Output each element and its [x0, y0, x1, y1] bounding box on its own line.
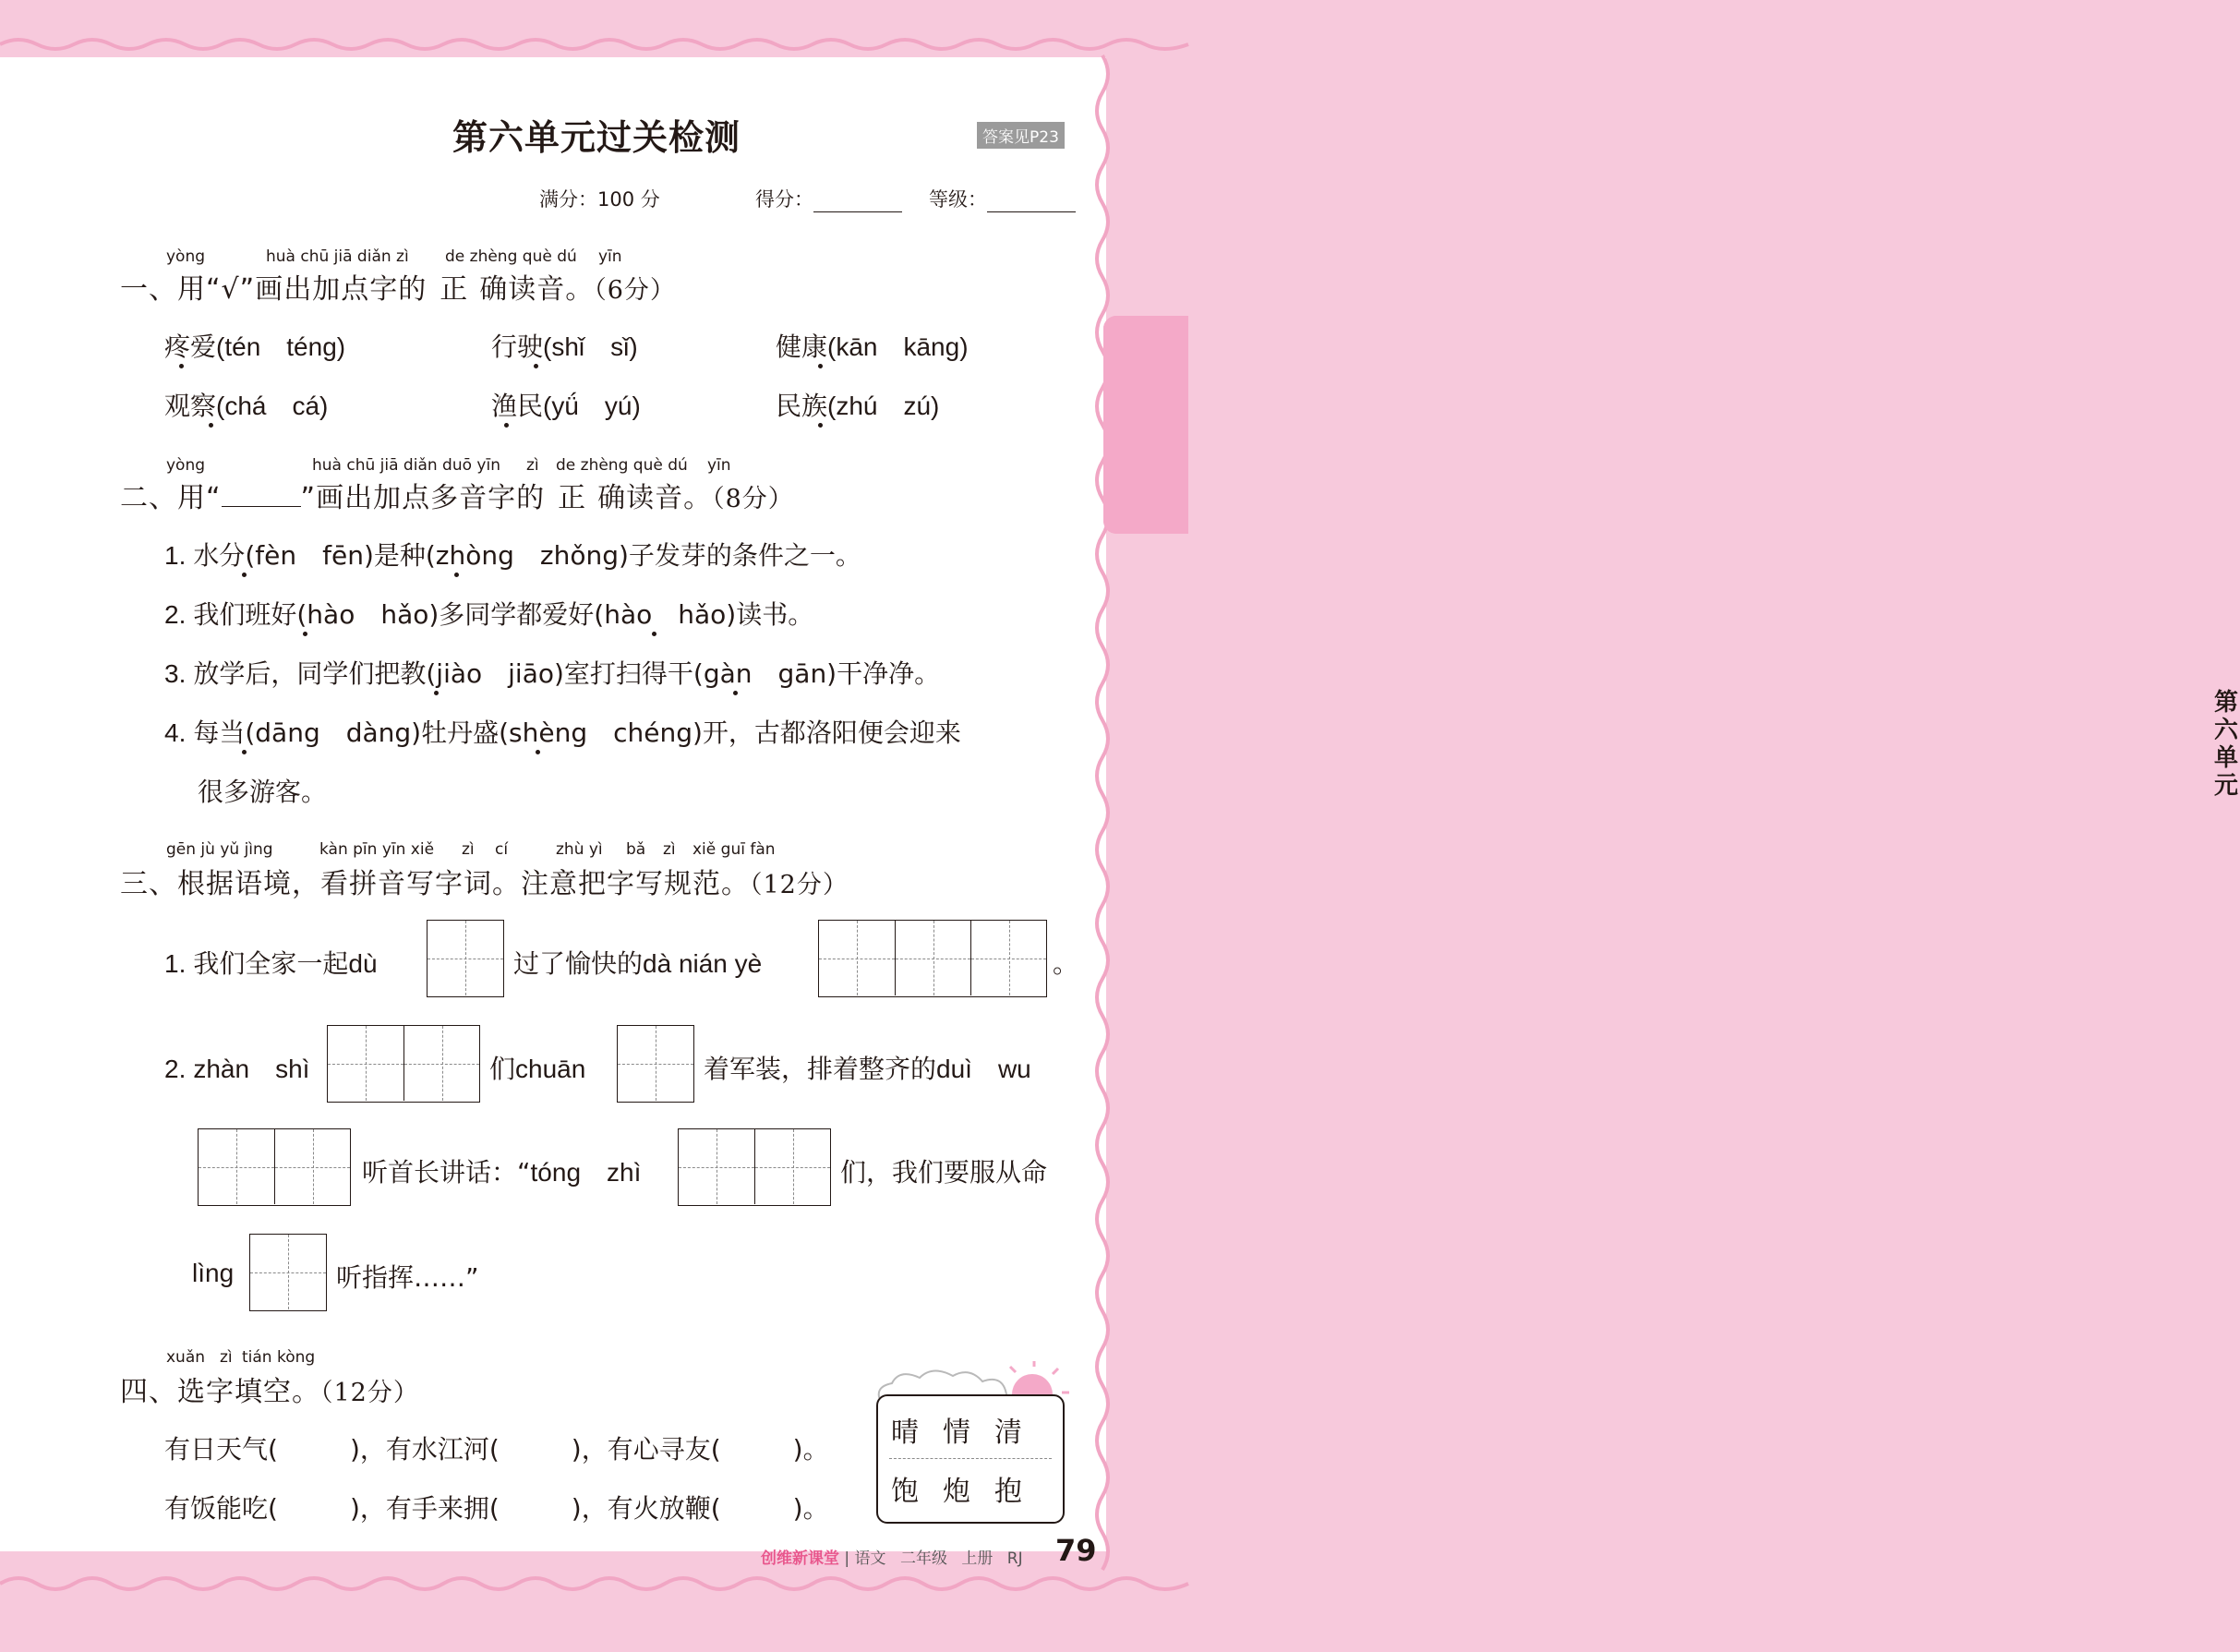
section3-line2-text2: 们chuān	[489, 1054, 586, 1084]
pinyin-annotation: kàn pīn yīn xiě	[319, 840, 435, 859]
writing-grid-ling[interactable]	[249, 1234, 327, 1311]
pinyin-annotation: xiě guī fàn	[692, 840, 776, 859]
pinyin-annotation: yīn	[598, 247, 622, 266]
section2-item-3: 3. 放学后，同学们把教(jiào jiāo)室打扫得干(gàn gān)干净净。	[164, 658, 941, 689]
character-choice-box	[876, 1394, 1065, 1524]
grade-blank[interactable]	[987, 193, 1076, 212]
choice-row-2: 饱炮抱	[891, 1476, 1046, 1508]
emphasis-dot	[209, 423, 213, 428]
bottom-wave-border	[0, 1569, 1188, 1652]
pinyin-annotation: bǎ	[626, 840, 646, 859]
emphasis-dot	[733, 691, 738, 695]
section3-line4-text: lìng	[192, 1259, 235, 1287]
pinyin-annotation: de zhèng què dú	[556, 456, 688, 475]
section1-heading: 一、用“√”画出加点字的 正 确读音。（6分）	[120, 273, 676, 306]
emphasis-dot	[534, 364, 538, 368]
section4-row-2: 有饭能吃( )，有手来拥( )，有火放鞭( )。	[164, 1493, 829, 1524]
section3-line2-text3: 着军装，排着整齐的duì wu	[704, 1054, 1031, 1084]
pinyin-annotation: zì	[663, 840, 676, 859]
unit-side-tab-label: 第六单元	[2213, 689, 2238, 800]
page-title: 第六单元过关检测	[452, 117, 741, 158]
writing-grid-tong-zhi[interactable]	[678, 1128, 831, 1206]
section1-item-6: 民族(zhú zú)	[776, 391, 940, 421]
section3-line3-text: 听首长讲话：“tóng zhì	[362, 1157, 642, 1188]
pinyin-annotation: zì	[462, 840, 475, 859]
score-label: 得分：	[755, 188, 813, 211]
writing-grid-du[interactable]	[427, 920, 504, 997]
emphasis-dot	[303, 632, 307, 636]
score-field[interactable]	[755, 185, 902, 212]
section4-row-1: 有日天气( )，有水江河( )，有心寻友( )。	[164, 1434, 829, 1465]
pinyin-annotation: yòng	[166, 247, 206, 266]
emphasis-dot	[242, 750, 247, 754]
emphasis-dot	[504, 423, 509, 428]
section2-item-1: 1. 水分(fèn fēn)是种(zhòng zhǒng)子发芽的条件之一。	[164, 540, 861, 571]
section3-line4-text2: 听指挥……”	[336, 1262, 479, 1293]
section3-line3-text2: 们，我们要服从命	[840, 1157, 1048, 1188]
section1-item-3: 健康(kān kāng)	[776, 332, 969, 362]
section3-line1-text2: 过了愉快的dà nián yè	[513, 948, 763, 979]
answer-reference-badge: 答案见P23	[977, 122, 1065, 149]
section2-heading: 二、用“ ”画出加点多音字的 正 确读音。（8分）	[120, 482, 794, 514]
writing-grid-chuan[interactable]	[617, 1025, 694, 1103]
grade-label: 等级：	[929, 188, 987, 211]
section2-item-4-cont: 很多游客。	[198, 777, 328, 807]
section1-item-4: 观察(chá cá)	[164, 391, 329, 421]
emphasis-dot	[652, 632, 656, 636]
writing-grid-zhan-shi[interactable]	[327, 1025, 480, 1103]
section3-line2-text: 2. zhàn shì	[164, 1055, 310, 1083]
score-blank[interactable]	[813, 193, 902, 212]
section1-item-2: 行驶(shǐ sǐ)	[491, 332, 638, 362]
pinyin-annotation: xuǎn	[166, 1348, 206, 1367]
grade-field[interactable]	[929, 185, 1076, 212]
writing-grid-da-nian-ye[interactable]	[818, 920, 1047, 997]
section3-line1-text: 1. 我们全家一起dù	[164, 948, 378, 979]
emphasis-dot	[818, 364, 823, 368]
pinyin-annotation: de zhèng què dú	[445, 247, 577, 266]
footer-info: 创维新课堂 | 语文 二年级 上册 RJ	[761, 1550, 1023, 1568]
pinyin-annotation: gēn jù yǔ jìng	[166, 840, 273, 859]
section2-item-4: 4. 每当(dāng dàng)牡丹盛(shèng chéng)开，古都洛阳便会迎来	[164, 717, 961, 748]
pinyin-annotation: zì	[220, 1348, 233, 1367]
pinyin-annotation: yīn	[707, 456, 731, 475]
choice-row-1: 晴情清	[891, 1417, 1046, 1449]
page-number: 79	[1055, 1533, 1097, 1568]
pinyin-annotation: huà chū jiā diǎn duō yīn	[312, 456, 500, 475]
section2-item-2: 2. 我们班好(hào hǎo)多同学都爱好(hào hǎo)读书。	[164, 599, 814, 630]
emphasis-dot	[242, 573, 247, 577]
pinyin-annotation: cí	[495, 840, 509, 859]
emphasis-dot	[454, 573, 459, 577]
emphasis-dot	[536, 750, 540, 754]
section1-item-1: 疼爱(tén téng)	[164, 332, 346, 362]
pinyin-annotation: zhù yì	[556, 840, 603, 859]
section4-heading: 四、选字填空。（12分）	[120, 1376, 419, 1408]
pinyin-annotation: tián kòng	[242, 1348, 316, 1367]
section1-item-5: 渔民(yǘ yú)	[491, 391, 641, 421]
pinyin-annotation: yòng	[166, 456, 206, 475]
emphasis-dot	[818, 423, 823, 428]
full-score-label: 满分：100 分	[539, 188, 660, 211]
writing-grid-dui-wu[interactable]	[198, 1128, 351, 1206]
section3-line1-end: 。	[1053, 948, 1079, 979]
emphasis-dot	[434, 691, 439, 695]
pinyin-annotation: zì	[526, 456, 539, 475]
underline-sample	[222, 486, 301, 507]
emphasis-dot	[179, 364, 184, 368]
pinyin-annotation: huà chū jiā diǎn zì	[266, 247, 409, 266]
section3-heading: 三、根据语境，看拼音写字词。注意把字写规范。（12分）	[120, 868, 849, 900]
